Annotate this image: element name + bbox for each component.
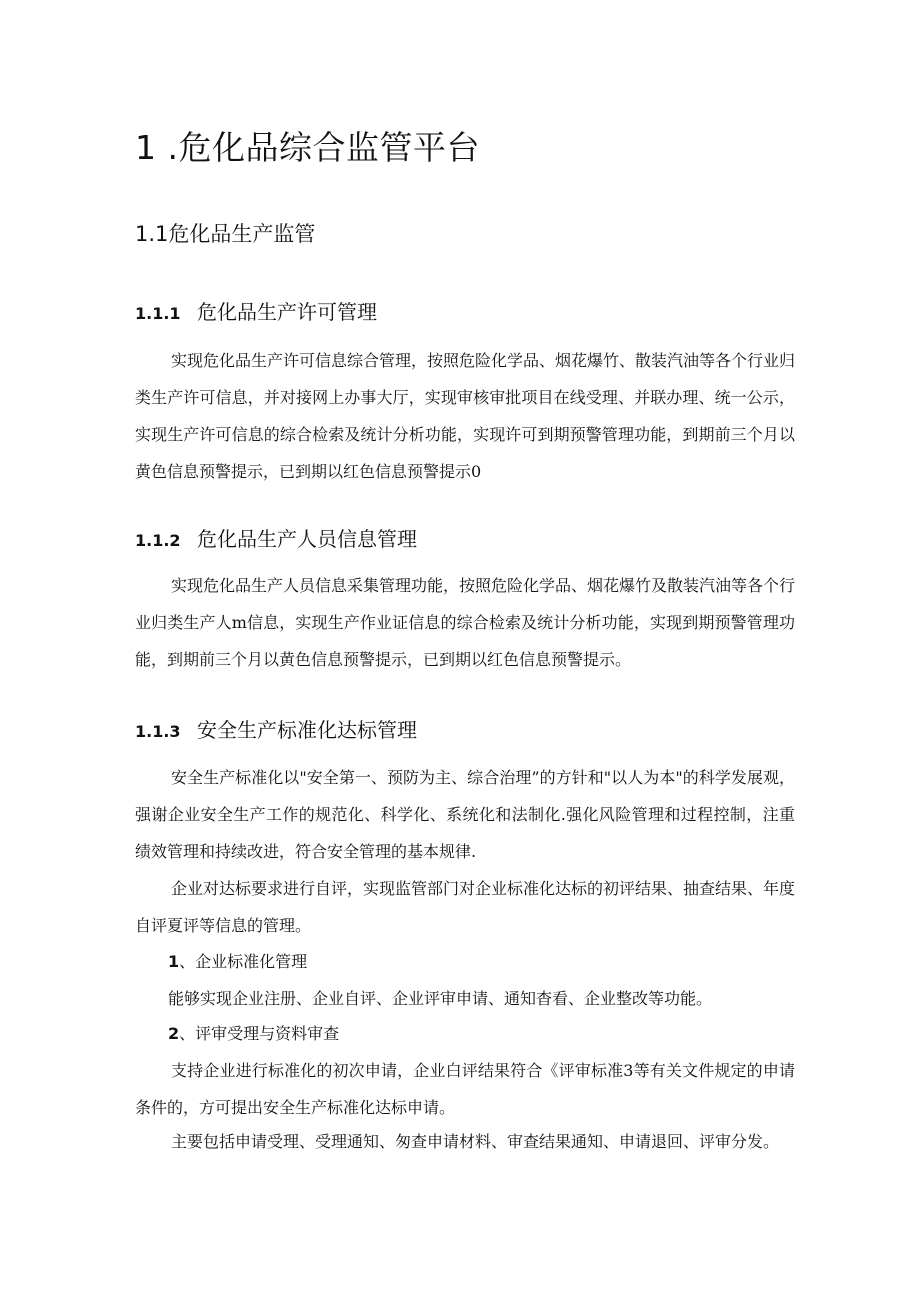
- list-item-heading-1: [168, 949, 307, 972]
- subsection-title: 危化品生产许可管理: [197, 300, 377, 324]
- paragraph: 实现危化品生产人员信息采集管理功能，按照危险化学品、烟花爆竹及散装汽油等各个行业归类生产人m信息，实现生产作业证信息的综合检索及统计分析功能，实现到期预警管理功能，到期前三个月以黄色信息预警提示，已到期以红色信息预警提示。: [135, 576, 796, 669]
- section-heading: 1.1危化品生产监管: [135, 222, 316, 246]
- subsection-number: 1.1.3: [135, 722, 181, 741]
- subsection-number: 1.1.2: [135, 531, 181, 550]
- subsection-title: 安全生产标准化达标管理: [197, 718, 417, 742]
- subsection-number: 1.1.1: [135, 304, 181, 323]
- subsection-heading-1-1-3: [135, 714, 417, 743]
- paragraph: 实现危化品生产许可信息综合管理，按照危险化学品、烟花爆竹、散装汽油等各个行业归类生产许可信息，并对接网上办事大厅，实现审核审批项目在线受理、并联办理、统一公示，实现生产许可信息的综合检索及统计分析功能，实现许可到期预警管理功能，到期前三个月以黄色信息预警提示，已到期以红色信息预警提示0: [135, 351, 796, 481]
- paragraph: 主要包括申请受理、受理通知、匆查申请材料、审查结果通知、申请退回、评审分发。: [171, 1132, 780, 1151]
- list-item-number: 2: [168, 1024, 180, 1043]
- list-item-heading-2: [168, 1021, 339, 1044]
- paragraph: 企业对达标要求进行自评，实现监管部门对企业标准化达标的初评结果、抽查结果、年度自评夏评等信息的管理。: [135, 879, 796, 935]
- paragraph: 安全生产标准化以"安全第一、预防为主、综合治理”的方针和"以人为本"的科学发展观，强谢企业安全生产工作的规范化、科学化、系统化和法制化.强化风险管理和过程控制，注重绩效管理和持续改进，符合安全管理的基本规律.: [135, 768, 795, 861]
- paragraph: 支持企业进行标准化的初次申请，企业白评结果符合《评审标准3等有关文件规定的申请条件的，方可提出安全生产标准化达标申请。: [135, 1061, 795, 1117]
- list-item-title: 、评审受理与资料审查: [179, 1024, 340, 1043]
- subsection-heading-1-1-1: [135, 296, 377, 325]
- subsection-title: 危化品生产人员信息管理: [197, 527, 417, 551]
- list-item-title: 、企业标准化管理: [179, 952, 308, 971]
- list-item-number: 1: [168, 952, 180, 971]
- paragraph: 能够实现企业注册、企业自评、企业评审申请、通知杳看、企业整改等功能。: [168, 989, 713, 1008]
- subsection-heading-1-1-2: [135, 523, 417, 552]
- document-title: 1 .危化品综合监管平台: [135, 128, 480, 167]
